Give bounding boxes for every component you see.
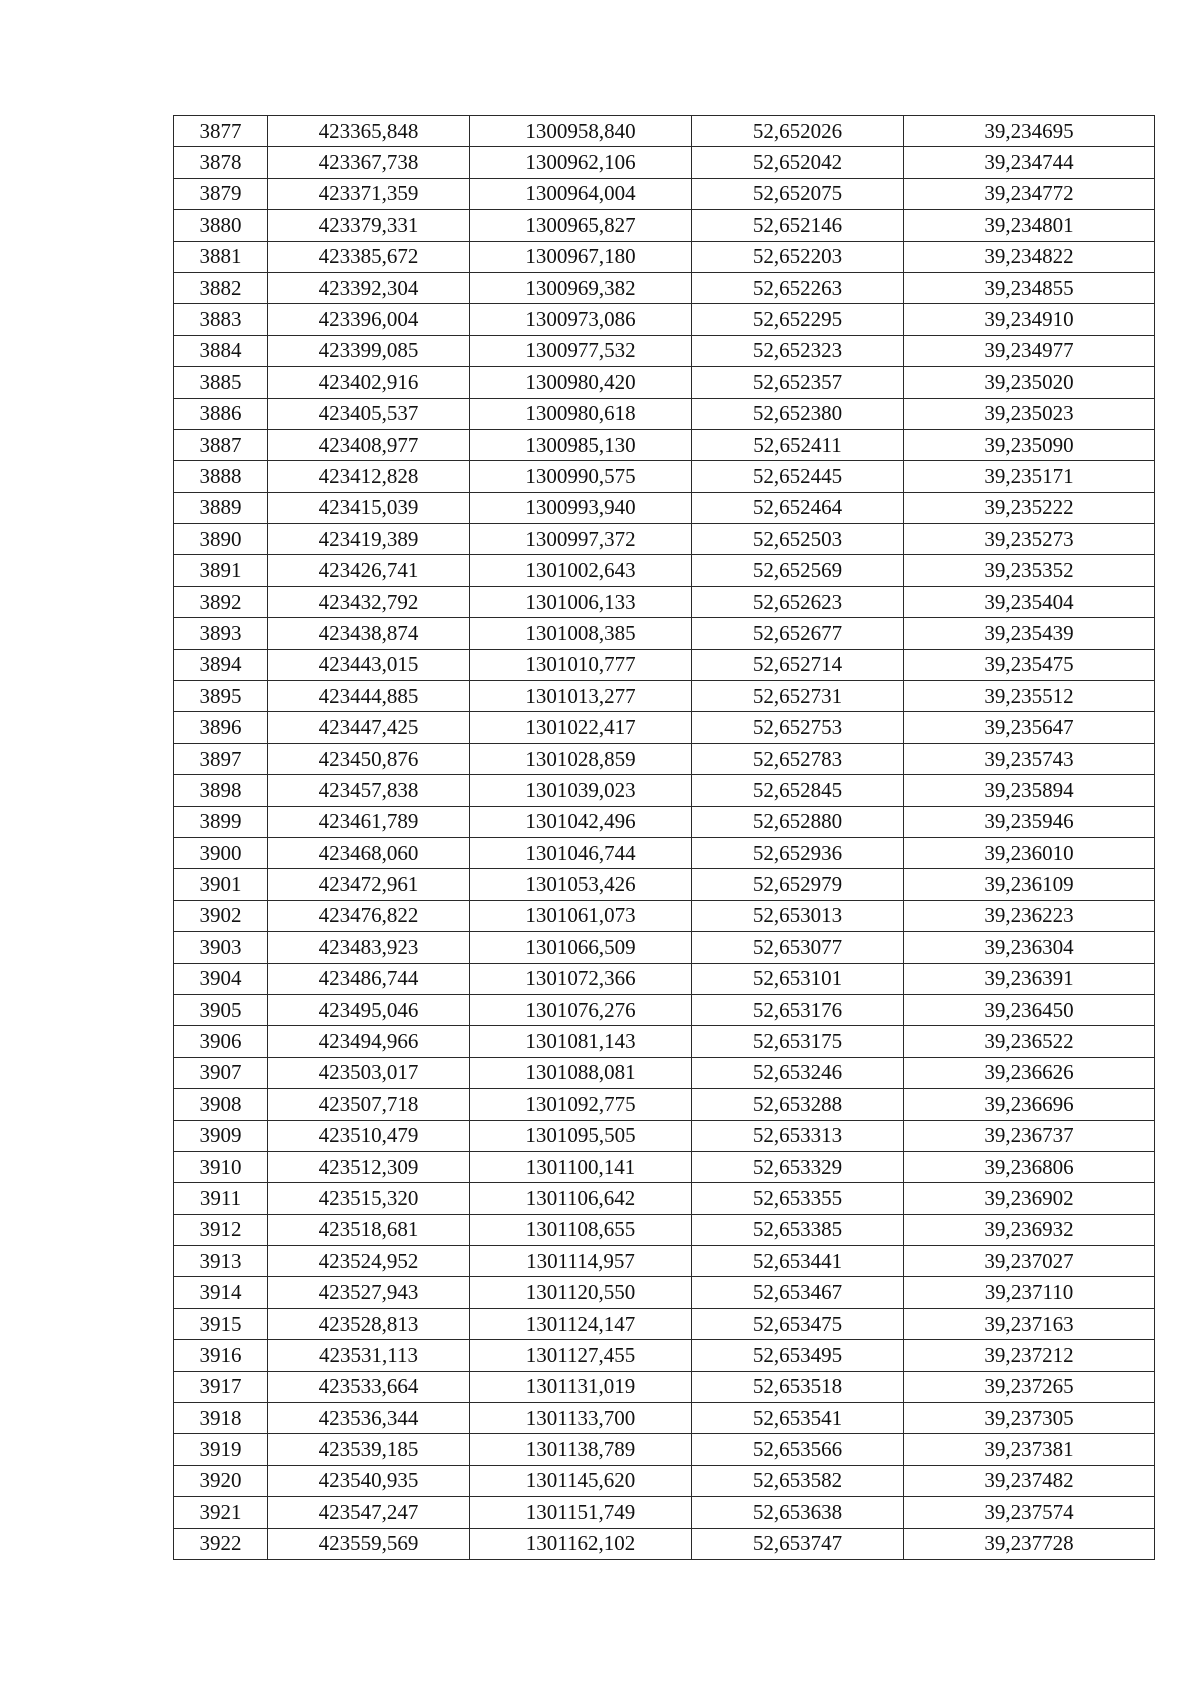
- longitude-cell: 39,234822: [904, 241, 1155, 272]
- point-number-cell: 3895: [174, 681, 268, 712]
- x-coordinate-cell: 423396,004: [268, 304, 470, 335]
- longitude-cell: 39,236696: [904, 1089, 1155, 1120]
- table-row: [174, 963, 1155, 994]
- x-coordinate-cell: 423392,304: [268, 272, 470, 303]
- y-coordinate-cell: 1301092,775: [470, 1089, 692, 1120]
- point-number-cell: 3883: [174, 304, 268, 335]
- longitude-cell: 39,235020: [904, 367, 1155, 398]
- point-number-cell: 3909: [174, 1120, 268, 1151]
- longitude-cell: 39,235894: [904, 775, 1155, 806]
- x-coordinate-cell: 423415,039: [268, 492, 470, 523]
- x-coordinate-cell: 423559,569: [268, 1528, 470, 1559]
- table-row: [174, 1497, 1155, 1528]
- x-coordinate-cell: 423494,966: [268, 1026, 470, 1057]
- table-row: [174, 241, 1155, 272]
- x-coordinate-cell: 423476,822: [268, 900, 470, 931]
- latitude-cell: 52,652357: [692, 367, 904, 398]
- point-number-cell: 3877: [174, 116, 268, 147]
- coordinates-table: [173, 115, 1155, 1560]
- latitude-cell: 52,653288: [692, 1089, 904, 1120]
- y-coordinate-cell: 1301046,744: [470, 837, 692, 868]
- y-coordinate-cell: 1301010,777: [470, 649, 692, 680]
- table-row: [174, 335, 1155, 366]
- y-coordinate-cell: 1301008,385: [470, 618, 692, 649]
- table-row: [174, 367, 1155, 398]
- y-coordinate-cell: 1301131,019: [470, 1371, 692, 1402]
- longitude-cell: 39,236806: [904, 1151, 1155, 1182]
- point-number-cell: 3897: [174, 743, 268, 774]
- y-coordinate-cell: 1300965,827: [470, 210, 692, 241]
- point-number-cell: 3911: [174, 1183, 268, 1214]
- longitude-cell: 39,235404: [904, 586, 1155, 617]
- table-row: [174, 1465, 1155, 1496]
- latitude-cell: 52,652323: [692, 335, 904, 366]
- longitude-cell: 39,236010: [904, 837, 1155, 868]
- y-coordinate-cell: 1301120,550: [470, 1277, 692, 1308]
- table-row: [174, 1120, 1155, 1151]
- latitude-cell: 52,652623: [692, 586, 904, 617]
- latitude-cell: 52,652075: [692, 178, 904, 209]
- x-coordinate-cell: 423371,359: [268, 178, 470, 209]
- point-number-cell: 3896: [174, 712, 268, 743]
- latitude-cell: 52,652464: [692, 492, 904, 523]
- x-coordinate-cell: 423426,741: [268, 555, 470, 586]
- point-number-cell: 3890: [174, 524, 268, 555]
- y-coordinate-cell: 1301066,509: [470, 932, 692, 963]
- latitude-cell: 52,653566: [692, 1434, 904, 1465]
- point-number-cell: 3894: [174, 649, 268, 680]
- table-row: [174, 1528, 1155, 1559]
- latitude-cell: 52,653638: [692, 1497, 904, 1528]
- x-coordinate-cell: 423540,935: [268, 1465, 470, 1496]
- point-number-cell: 3904: [174, 963, 268, 994]
- table-row: [174, 1089, 1155, 1120]
- y-coordinate-cell: 1301145,620: [470, 1465, 692, 1496]
- longitude-cell: 39,235222: [904, 492, 1155, 523]
- y-coordinate-cell: 1301013,277: [470, 681, 692, 712]
- point-number-cell: 3879: [174, 178, 268, 209]
- point-number-cell: 3922: [174, 1528, 268, 1559]
- x-coordinate-cell: 423524,952: [268, 1246, 470, 1277]
- longitude-cell: 39,236109: [904, 869, 1155, 900]
- table-row: [174, 429, 1155, 460]
- longitude-cell: 39,234695: [904, 116, 1155, 147]
- table-row: [174, 806, 1155, 837]
- latitude-cell: 52,652731: [692, 681, 904, 712]
- y-coordinate-cell: 1301162,102: [470, 1528, 692, 1559]
- x-coordinate-cell: 423438,874: [268, 618, 470, 649]
- point-number-cell: 3878: [174, 147, 268, 178]
- y-coordinate-cell: 1301028,859: [470, 743, 692, 774]
- latitude-cell: 52,653495: [692, 1340, 904, 1371]
- y-coordinate-cell: 1301002,643: [470, 555, 692, 586]
- table-row: [174, 681, 1155, 712]
- point-number-cell: 3885: [174, 367, 268, 398]
- point-number-cell: 3912: [174, 1214, 268, 1245]
- x-coordinate-cell: 423444,885: [268, 681, 470, 712]
- y-coordinate-cell: 1301114,957: [470, 1246, 692, 1277]
- point-number-cell: 3881: [174, 241, 268, 272]
- longitude-cell: 39,237027: [904, 1246, 1155, 1277]
- latitude-cell: 52,652845: [692, 775, 904, 806]
- longitude-cell: 39,236450: [904, 994, 1155, 1025]
- longitude-cell: 39,235743: [904, 743, 1155, 774]
- y-coordinate-cell: 1301133,700: [470, 1403, 692, 1434]
- longitude-cell: 39,237574: [904, 1497, 1155, 1528]
- y-coordinate-cell: 1301088,081: [470, 1057, 692, 1088]
- y-coordinate-cell: 1301006,133: [470, 586, 692, 617]
- latitude-cell: 52,652203: [692, 241, 904, 272]
- point-number-cell: 3921: [174, 1497, 268, 1528]
- point-number-cell: 3882: [174, 272, 268, 303]
- table-row: [174, 1183, 1155, 1214]
- point-number-cell: 3889: [174, 492, 268, 523]
- longitude-cell: 39,237482: [904, 1465, 1155, 1496]
- x-coordinate-cell: 423483,923: [268, 932, 470, 963]
- latitude-cell: 52,652714: [692, 649, 904, 680]
- longitude-cell: 39,237110: [904, 1277, 1155, 1308]
- x-coordinate-cell: 423450,876: [268, 743, 470, 774]
- latitude-cell: 52,653467: [692, 1277, 904, 1308]
- latitude-cell: 52,653441: [692, 1246, 904, 1277]
- x-coordinate-cell: 423365,848: [268, 116, 470, 147]
- latitude-cell: 52,653518: [692, 1371, 904, 1402]
- table-row: [174, 1246, 1155, 1277]
- latitude-cell: 52,653747: [692, 1528, 904, 1559]
- latitude-cell: 52,653329: [692, 1151, 904, 1182]
- table-row: [174, 147, 1155, 178]
- table-row: [174, 775, 1155, 806]
- x-coordinate-cell: 423518,681: [268, 1214, 470, 1245]
- x-coordinate-cell: 423432,792: [268, 586, 470, 617]
- y-coordinate-cell: 1300980,420: [470, 367, 692, 398]
- y-coordinate-cell: 1301039,023: [470, 775, 692, 806]
- point-number-cell: 3915: [174, 1308, 268, 1339]
- y-coordinate-cell: 1301042,496: [470, 806, 692, 837]
- table-row: [174, 1371, 1155, 1402]
- longitude-cell: 39,236626: [904, 1057, 1155, 1088]
- x-coordinate-cell: 423385,672: [268, 241, 470, 272]
- x-coordinate-cell: 423405,537: [268, 398, 470, 429]
- latitude-cell: 52,652445: [692, 461, 904, 492]
- point-number-cell: 3893: [174, 618, 268, 649]
- table-row: [174, 712, 1155, 743]
- x-coordinate-cell: 423408,977: [268, 429, 470, 460]
- y-coordinate-cell: 1301095,505: [470, 1120, 692, 1151]
- x-coordinate-cell: 423533,664: [268, 1371, 470, 1402]
- table-row: [174, 586, 1155, 617]
- longitude-cell: 39,236304: [904, 932, 1155, 963]
- y-coordinate-cell: 1300985,130: [470, 429, 692, 460]
- x-coordinate-cell: 423419,389: [268, 524, 470, 555]
- longitude-cell: 39,235439: [904, 618, 1155, 649]
- table-row: [174, 178, 1155, 209]
- point-number-cell: 3903: [174, 932, 268, 963]
- point-number-cell: 3918: [174, 1403, 268, 1434]
- latitude-cell: 52,652979: [692, 869, 904, 900]
- longitude-cell: 39,234744: [904, 147, 1155, 178]
- longitude-cell: 39,236391: [904, 963, 1155, 994]
- longitude-cell: 39,235512: [904, 681, 1155, 712]
- longitude-cell: 39,235475: [904, 649, 1155, 680]
- y-coordinate-cell: 1301081,143: [470, 1026, 692, 1057]
- y-coordinate-cell: 1301061,073: [470, 900, 692, 931]
- longitude-cell: 39,234855: [904, 272, 1155, 303]
- latitude-cell: 52,652146: [692, 210, 904, 241]
- point-number-cell: 3916: [174, 1340, 268, 1371]
- table-row: [174, 304, 1155, 335]
- y-coordinate-cell: 1300967,180: [470, 241, 692, 272]
- y-coordinate-cell: 1300993,940: [470, 492, 692, 523]
- latitude-cell: 52,652936: [692, 837, 904, 868]
- y-coordinate-cell: 1301022,417: [470, 712, 692, 743]
- table-row: [174, 1434, 1155, 1465]
- x-coordinate-cell: 423528,813: [268, 1308, 470, 1339]
- x-coordinate-cell: 423536,344: [268, 1403, 470, 1434]
- latitude-cell: 52,652026: [692, 116, 904, 147]
- longitude-cell: 39,236902: [904, 1183, 1155, 1214]
- point-number-cell: 3914: [174, 1277, 268, 1308]
- x-coordinate-cell: 423503,017: [268, 1057, 470, 1088]
- point-number-cell: 3908: [174, 1089, 268, 1120]
- x-coordinate-cell: 423531,113: [268, 1340, 470, 1371]
- coordinates-table-body: [174, 116, 1155, 1560]
- x-coordinate-cell: 423399,085: [268, 335, 470, 366]
- table-row: [174, 492, 1155, 523]
- longitude-cell: 39,234801: [904, 210, 1155, 241]
- table-row: [174, 932, 1155, 963]
- table-row: [174, 116, 1155, 147]
- y-coordinate-cell: 1301072,366: [470, 963, 692, 994]
- point-number-cell: 3919: [174, 1434, 268, 1465]
- y-coordinate-cell: 1301100,141: [470, 1151, 692, 1182]
- point-number-cell: 3891: [174, 555, 268, 586]
- latitude-cell: 52,652783: [692, 743, 904, 774]
- latitude-cell: 52,652411: [692, 429, 904, 460]
- latitude-cell: 52,653246: [692, 1057, 904, 1088]
- latitude-cell: 52,653313: [692, 1120, 904, 1151]
- latitude-cell: 52,653385: [692, 1214, 904, 1245]
- y-coordinate-cell: 1300990,575: [470, 461, 692, 492]
- latitude-cell: 52,653355: [692, 1183, 904, 1214]
- y-coordinate-cell: 1300997,372: [470, 524, 692, 555]
- y-coordinate-cell: 1300958,840: [470, 116, 692, 147]
- longitude-cell: 39,235647: [904, 712, 1155, 743]
- x-coordinate-cell: 423495,046: [268, 994, 470, 1025]
- point-number-cell: 3906: [174, 1026, 268, 1057]
- latitude-cell: 52,652569: [692, 555, 904, 586]
- latitude-cell: 52,653176: [692, 994, 904, 1025]
- point-number-cell: 3901: [174, 869, 268, 900]
- longitude-cell: 39,237305: [904, 1403, 1155, 1434]
- point-number-cell: 3887: [174, 429, 268, 460]
- latitude-cell: 52,653582: [692, 1465, 904, 1496]
- latitude-cell: 52,653541: [692, 1403, 904, 1434]
- longitude-cell: 39,237163: [904, 1308, 1155, 1339]
- point-number-cell: 3920: [174, 1465, 268, 1496]
- point-number-cell: 3888: [174, 461, 268, 492]
- x-coordinate-cell: 423412,828: [268, 461, 470, 492]
- longitude-cell: 39,236522: [904, 1026, 1155, 1057]
- point-number-cell: 3913: [174, 1246, 268, 1277]
- x-coordinate-cell: 423547,247: [268, 1497, 470, 1528]
- longitude-cell: 39,235090: [904, 429, 1155, 460]
- latitude-cell: 52,652380: [692, 398, 904, 429]
- table-row: [174, 398, 1155, 429]
- longitude-cell: 39,237212: [904, 1340, 1155, 1371]
- table-row: [174, 1403, 1155, 1434]
- y-coordinate-cell: 1301053,426: [470, 869, 692, 900]
- point-number-cell: 3886: [174, 398, 268, 429]
- longitude-cell: 39,236223: [904, 900, 1155, 931]
- table-row: [174, 1057, 1155, 1088]
- latitude-cell: 52,652295: [692, 304, 904, 335]
- y-coordinate-cell: 1300977,532: [470, 335, 692, 366]
- y-coordinate-cell: 1300962,106: [470, 147, 692, 178]
- y-coordinate-cell: 1301076,276: [470, 994, 692, 1025]
- y-coordinate-cell: 1301108,655: [470, 1214, 692, 1245]
- table-row: [174, 1026, 1155, 1057]
- table-row: [174, 994, 1155, 1025]
- x-coordinate-cell: 423457,838: [268, 775, 470, 806]
- y-coordinate-cell: 1301127,455: [470, 1340, 692, 1371]
- x-coordinate-cell: 423507,718: [268, 1089, 470, 1120]
- x-coordinate-cell: 423461,789: [268, 806, 470, 837]
- x-coordinate-cell: 423468,060: [268, 837, 470, 868]
- longitude-cell: 39,235273: [904, 524, 1155, 555]
- x-coordinate-cell: 423515,320: [268, 1183, 470, 1214]
- latitude-cell: 52,653475: [692, 1308, 904, 1339]
- table-row: [174, 743, 1155, 774]
- y-coordinate-cell: 1301151,749: [470, 1497, 692, 1528]
- latitude-cell: 52,652677: [692, 618, 904, 649]
- y-coordinate-cell: 1301138,789: [470, 1434, 692, 1465]
- longitude-cell: 39,235171: [904, 461, 1155, 492]
- latitude-cell: 52,652042: [692, 147, 904, 178]
- x-coordinate-cell: 423402,916: [268, 367, 470, 398]
- x-coordinate-cell: 423527,943: [268, 1277, 470, 1308]
- point-number-cell: 3900: [174, 837, 268, 868]
- point-number-cell: 3910: [174, 1151, 268, 1182]
- table-row: [174, 649, 1155, 680]
- table-row: [174, 272, 1155, 303]
- y-coordinate-cell: 1301124,147: [470, 1308, 692, 1339]
- latitude-cell: 52,652503: [692, 524, 904, 555]
- longitude-cell: 39,236737: [904, 1120, 1155, 1151]
- table-row: [174, 1340, 1155, 1371]
- table-row: [174, 900, 1155, 931]
- point-number-cell: 3898: [174, 775, 268, 806]
- longitude-cell: 39,235946: [904, 806, 1155, 837]
- table-row: [174, 555, 1155, 586]
- latitude-cell: 52,653175: [692, 1026, 904, 1057]
- latitude-cell: 52,652753: [692, 712, 904, 743]
- point-number-cell: 3884: [174, 335, 268, 366]
- table-row: [174, 869, 1155, 900]
- longitude-cell: 39,237381: [904, 1434, 1155, 1465]
- longitude-cell: 39,235023: [904, 398, 1155, 429]
- x-coordinate-cell: 423379,331: [268, 210, 470, 241]
- y-coordinate-cell: 1300969,382: [470, 272, 692, 303]
- table-row: [174, 210, 1155, 241]
- longitude-cell: 39,234977: [904, 335, 1155, 366]
- latitude-cell: 52,652880: [692, 806, 904, 837]
- x-coordinate-cell: 423447,425: [268, 712, 470, 743]
- x-coordinate-cell: 423443,015: [268, 649, 470, 680]
- longitude-cell: 39,237265: [904, 1371, 1155, 1402]
- table-row: [174, 837, 1155, 868]
- point-number-cell: 3902: [174, 900, 268, 931]
- point-number-cell: 3880: [174, 210, 268, 241]
- table-row: [174, 1151, 1155, 1182]
- table-row: [174, 461, 1155, 492]
- table-row: [174, 1214, 1155, 1245]
- y-coordinate-cell: 1300964,004: [470, 178, 692, 209]
- table-row: [174, 618, 1155, 649]
- x-coordinate-cell: 423539,185: [268, 1434, 470, 1465]
- longitude-cell: 39,237728: [904, 1528, 1155, 1559]
- x-coordinate-cell: 423472,961: [268, 869, 470, 900]
- table-row: [174, 524, 1155, 555]
- latitude-cell: 52,653101: [692, 963, 904, 994]
- table-row: [174, 1277, 1155, 1308]
- longitude-cell: 39,235352: [904, 555, 1155, 586]
- latitude-cell: 52,653077: [692, 932, 904, 963]
- point-number-cell: 3907: [174, 1057, 268, 1088]
- latitude-cell: 52,653013: [692, 900, 904, 931]
- longitude-cell: 39,236932: [904, 1214, 1155, 1245]
- x-coordinate-cell: 423486,744: [268, 963, 470, 994]
- point-number-cell: 3899: [174, 806, 268, 837]
- longitude-cell: 39,234772: [904, 178, 1155, 209]
- point-number-cell: 3905: [174, 994, 268, 1025]
- y-coordinate-cell: 1300980,618: [470, 398, 692, 429]
- table-row: [174, 1308, 1155, 1339]
- latitude-cell: 52,652263: [692, 272, 904, 303]
- x-coordinate-cell: 423510,479: [268, 1120, 470, 1151]
- y-coordinate-cell: 1301106,642: [470, 1183, 692, 1214]
- x-coordinate-cell: 423367,738: [268, 147, 470, 178]
- point-number-cell: 3892: [174, 586, 268, 617]
- x-coordinate-cell: 423512,309: [268, 1151, 470, 1182]
- longitude-cell: 39,234910: [904, 304, 1155, 335]
- y-coordinate-cell: 1300973,086: [470, 304, 692, 335]
- point-number-cell: 3917: [174, 1371, 268, 1402]
